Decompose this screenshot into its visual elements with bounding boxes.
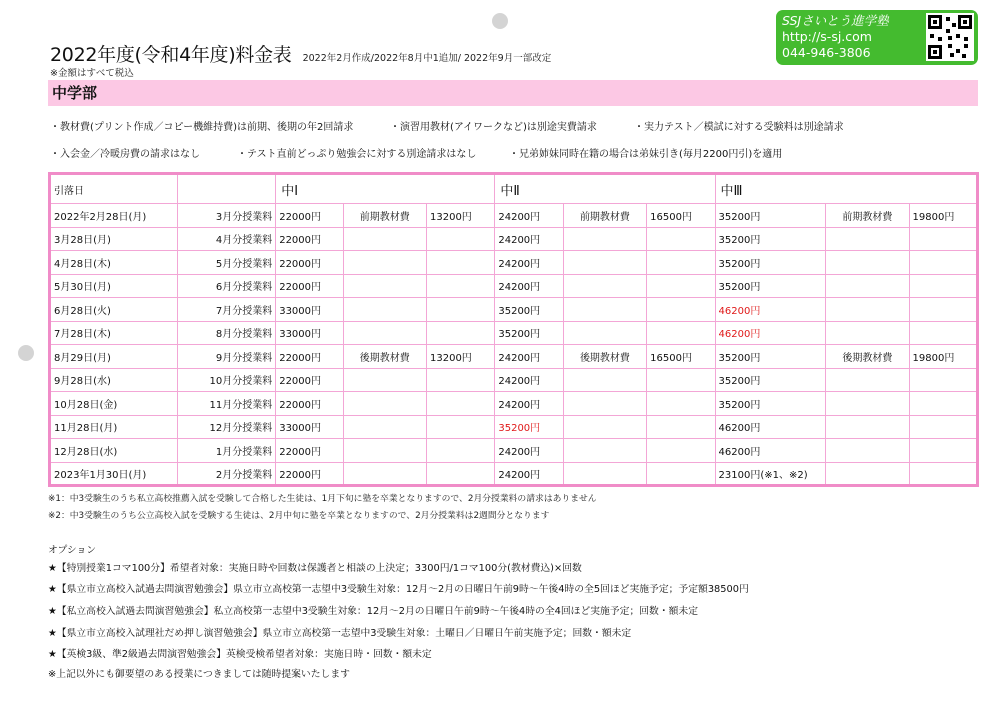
fee-table: [48, 172, 979, 487]
cell-grade3-material-fee: 19800円: [909, 345, 977, 369]
cell-grade3-material-fee: [909, 298, 977, 322]
cell-grade1-material-label: [343, 392, 426, 416]
cell-grade3-fee: 35200円: [715, 274, 826, 298]
cell-grade2-material-label: [563, 415, 646, 439]
cell-description: 8月分授業料: [177, 321, 276, 345]
cell-grade1-material-label: [343, 274, 426, 298]
cell-grade3-material-fee: [909, 274, 977, 298]
cell-grade1-fee: 22000円: [276, 251, 343, 275]
cell-description: 7月分授業料: [177, 298, 276, 322]
cell-grade3-material-label: 前期教材費: [826, 204, 909, 228]
cell-grade3-fee: 46200円: [715, 415, 826, 439]
cell-grade3-material-fee: [909, 439, 977, 463]
cell-date: 2022年2月28日(月): [50, 204, 178, 228]
cell-grade3-material-label: [826, 439, 909, 463]
cell-grade1-material-label: [343, 368, 426, 392]
cell-grade1-material-fee: [427, 227, 495, 251]
cell-grade3-material-fee: [909, 251, 977, 275]
cell-date: 6月28日(火): [50, 298, 178, 322]
cell-grade1-material-fee: 13200円: [427, 204, 495, 228]
cell-date: 3月28日(月): [50, 227, 178, 251]
cell-grade2-fee: 24200円: [495, 227, 563, 251]
cell-date: 8月29日(月): [50, 345, 178, 369]
cell-grade1-fee: 22000円: [276, 274, 343, 298]
note-exam-fee: ・実力テスト／模試に対する受験料は別途請求: [634, 122, 844, 133]
cell-grade1-material-label: [343, 251, 426, 275]
cell-grade1-fee: 33000円: [276, 298, 343, 322]
cell-grade2-material-label: [563, 439, 646, 463]
cell-grade3-fee: 35200円: [715, 204, 826, 228]
cell-grade1-material-label: [343, 415, 426, 439]
cell-grade3-fee: 46200円: [715, 321, 826, 345]
cell-grade1-material-label: [343, 462, 426, 486]
cell-grade2-fee: 24200円: [495, 368, 563, 392]
cell-grade3-material-fee: [909, 392, 977, 416]
cell-date: 2023年1月30日(月): [50, 462, 178, 486]
table-row: [50, 415, 978, 439]
cell-grade3-material-label: [826, 321, 909, 345]
cell-grade2-material-fee: [647, 415, 715, 439]
cell-grade2-material-label: [563, 227, 646, 251]
cell-grade3-material-label: [826, 227, 909, 251]
cell-grade2-material-label: [563, 298, 646, 322]
cell-grade1-material-fee: [427, 321, 495, 345]
cell-grade3-fee: 35200円: [715, 251, 826, 275]
cell-grade1-material-fee: [427, 439, 495, 463]
cell-date: 4月28日(木): [50, 251, 178, 275]
table-row: [50, 392, 978, 416]
cell-grade2-material-fee: 16500円: [647, 345, 715, 369]
cell-grade2-fee: 35200円: [495, 321, 563, 345]
cell-grade1-material-label: [343, 439, 426, 463]
cell-grade2-fee: 24200円: [495, 462, 563, 486]
cell-grade2-material-fee: 16500円: [647, 204, 715, 228]
cell-grade3-fee: 23100円(※1、※2): [715, 462, 826, 486]
option-other-note: ※上記以外にも御要望のある授業につきましては随時提案いたします: [48, 669, 350, 680]
cell-grade2-material-label: [563, 321, 646, 345]
cell-grade1-material-label: [343, 227, 426, 251]
cell-description: 9月分授業料: [177, 345, 276, 369]
cell-grade1-fee: 22000円: [276, 204, 343, 228]
table-row: [50, 462, 978, 486]
tax-note: ※金額はすべて税込: [50, 68, 134, 79]
cell-grade2-material-label: [563, 274, 646, 298]
punch-hole-left: [18, 345, 34, 361]
table-row: [50, 439, 978, 463]
note-sibling-discount: ・兄弟姉妹同時在籍の場合は弟妹引き(毎月2200円引)を適用: [509, 149, 783, 160]
table-row: [50, 227, 978, 251]
cell-description: 12月分授業料: [177, 415, 276, 439]
cell-grade2-material-fee: [647, 392, 715, 416]
cell-grade1-material-fee: [427, 392, 495, 416]
cell-description: 2月分授業料: [177, 462, 276, 486]
note-practice-materials: ・演習用教材(アイワークなど)は別途実費請求: [390, 122, 597, 133]
cell-description: 5月分授業料: [177, 251, 276, 275]
cell-grade2-material-fee: [647, 462, 715, 486]
cell-description: 11月分授業料: [177, 392, 276, 416]
cell-grade2-material-fee: [647, 251, 715, 275]
note-study-session: ・テスト直前どっぷり勉強会に対する別途請求はなし: [237, 149, 477, 160]
cell-description: 3月分授業料: [177, 204, 276, 228]
cell-grade1-material-fee: [427, 462, 495, 486]
table-row: [50, 298, 978, 322]
cell-grade3-material-label: 後期教材費: [826, 345, 909, 369]
cell-grade2-material-label: [563, 251, 646, 275]
header-blank: [177, 174, 276, 204]
cell-grade1-fee: 22000円: [276, 462, 343, 486]
cell-grade1-material-fee: [427, 368, 495, 392]
note-admission-fee: ・入会金／冷暖房費の請求はなし: [50, 149, 200, 160]
cell-grade1-material-fee: 13200円: [427, 345, 495, 369]
options-title: オプション: [48, 545, 97, 556]
cell-grade3-fee: 46200円: [715, 439, 826, 463]
cell-grade1-material-fee: [427, 251, 495, 275]
cell-grade2-material-fee: [647, 439, 715, 463]
punch-hole-top: [492, 13, 508, 29]
cell-grade3-material-label: [826, 415, 909, 439]
cell-description: 1月分授業料: [177, 439, 276, 463]
cell-grade3-material-label: [826, 298, 909, 322]
revision-history: 2022年2月作成/2022年8月中1追加/ 2022年9月一部改定: [302, 53, 552, 64]
header-date: 引落日: [50, 174, 178, 204]
cell-grade2-material-label: [563, 462, 646, 486]
cell-description: 4月分授業料: [177, 227, 276, 251]
table-row: [50, 251, 978, 275]
cell-grade3-material-label: [826, 274, 909, 298]
cell-grade2-material-label: [563, 368, 646, 392]
footnote-2: ※2：中3受験生のうち公立高校入試を受験する生徒は、2月中旬に塾を卒業となりますので、2月分授業料は2週間分となります: [48, 511, 550, 521]
cell-grade3-material-label: [826, 251, 909, 275]
cell-grade1-fee: 22000円: [276, 227, 343, 251]
cell-date: 7月28日(木): [50, 321, 178, 345]
page-header: [50, 40, 551, 66]
option-science-social-session: ★【県立市立高校入試理社だめ押し演習勉強会】県立市立高校第一志望中3受験生対象：土曜日／日曜日午前実施予定；回数・額未定: [48, 628, 632, 639]
cell-description: 6月分授業料: [177, 274, 276, 298]
cell-grade2-material-label: 前期教材費: [563, 204, 646, 228]
cell-grade1-fee: 22000円: [276, 392, 343, 416]
cell-grade1-material-label: 前期教材費: [343, 204, 426, 228]
cell-grade3-fee: 35200円: [715, 227, 826, 251]
cell-grade2-fee: 24200円: [495, 204, 563, 228]
header-grade-1: 中Ⅰ: [276, 174, 495, 204]
table-row: [50, 321, 978, 345]
cell-grade3-fee: 35200円: [715, 368, 826, 392]
option-eiken-session: ★【英検3級、準2級過去問演習勉強会】英検受検希望者対象：実施日時・回数・額未定: [48, 649, 432, 660]
cell-grade3-fee: 46200円: [715, 298, 826, 322]
cell-grade1-fee: 22000円: [276, 439, 343, 463]
qr-code-icon: [926, 13, 974, 61]
cell-description: 10月分授業料: [177, 368, 276, 392]
cell-grade1-material-fee: [427, 274, 495, 298]
cell-grade2-material-fee: [647, 298, 715, 322]
cell-grade3-material-fee: [909, 415, 977, 439]
cell-grade1-material-label: 後期教材費: [343, 345, 426, 369]
cell-grade1-fee: 22000円: [276, 345, 343, 369]
cell-grade1-material-label: [343, 321, 426, 345]
header-grade-2: 中Ⅱ: [495, 174, 715, 204]
cell-date: 5月30日(月): [50, 274, 178, 298]
cell-grade2-fee: 24200円: [495, 274, 563, 298]
policy-notes-line-2: [50, 145, 782, 160]
cell-date: 11月28日(月): [50, 415, 178, 439]
cell-date: 9月28日(水): [50, 368, 178, 392]
cell-grade3-material-fee: [909, 321, 977, 345]
cell-grade1-material-label: [343, 298, 426, 322]
cell-grade2-material-fee: [647, 368, 715, 392]
cell-grade3-material-fee: [909, 368, 977, 392]
page-title: 2022年度(令和4年度)料金表: [50, 44, 292, 66]
cell-grade2-material-fee: [647, 321, 715, 345]
option-private-exam-session: ★【私立高校入試過去問演習勉強会】私立高校第一志望中3受験生対象：12月～2月の日曜日午前9時～午後4時の全4回ほど実施予定；回数・額未定: [48, 606, 699, 617]
cell-grade2-fee: 24200円: [495, 345, 563, 369]
cell-grade1-fee: 22000円: [276, 368, 343, 392]
cell-grade1-fee: 33000円: [276, 321, 343, 345]
table-row: [50, 368, 978, 392]
table-row: [50, 204, 978, 228]
cell-grade3-material-label: [826, 392, 909, 416]
cell-grade3-material-fee: [909, 462, 977, 486]
table-row: [50, 274, 978, 298]
cell-date: 12月28日(水): [50, 439, 178, 463]
brand-badge: [776, 10, 978, 65]
cell-grade2-fee: 35200円: [495, 298, 563, 322]
cell-grade2-fee: 24200円: [495, 251, 563, 275]
option-special-lesson: ★【特別授業1コマ100分】希望者対象：実施日時や回数は保護者と相談の上決定；3300円/1コマ100分(教材費込)×回数: [48, 563, 582, 574]
cell-grade3-material-label: [826, 368, 909, 392]
cell-grade1-material-fee: [427, 298, 495, 322]
cell-date: 10月28日(金): [50, 392, 178, 416]
cell-grade1-material-fee: [427, 415, 495, 439]
footnote-1: ※1：中3受験生のうち私立高校推薦入試を受験して合格した生徒は、1月下旬に塾を卒業となりますので、2月分授業料の請求はありません: [48, 494, 597, 504]
header-grade-3: 中Ⅲ: [715, 174, 977, 204]
cell-grade2-material-fee: [647, 227, 715, 251]
brand-name: SSJさいとう進学塾: [782, 13, 889, 28]
cell-grade2-fee: 24200円: [495, 439, 563, 463]
cell-grade2-fee: 24200円: [495, 392, 563, 416]
brand-phone: 044-946-3806: [782, 45, 871, 60]
cell-grade3-material-label: [826, 462, 909, 486]
cell-grade3-material-fee: [909, 227, 977, 251]
cell-grade3-material-fee: 19800円: [909, 204, 977, 228]
policy-notes-line-1: [50, 118, 844, 133]
cell-grade1-fee: 33000円: [276, 415, 343, 439]
section-title: 中学部: [48, 80, 978, 106]
cell-grade3-fee: 35200円: [715, 345, 826, 369]
option-public-exam-session: ★【県立市立高校入試過去問演習勉強会】県立市立高校第一志望中3受験生対象：12月～2月の日曜日午前9時～午後4時の全5回ほど実施予定；予定額38500円: [48, 584, 749, 595]
cell-grade2-material-label: [563, 392, 646, 416]
cell-grade3-fee: 35200円: [715, 392, 826, 416]
table-row: [50, 345, 978, 369]
brand-url[interactable]: http://s-sj.com: [782, 29, 872, 44]
cell-grade2-material-label: 後期教材費: [563, 345, 646, 369]
table-header-row: [50, 174, 978, 204]
cell-grade2-fee: 35200円: [495, 415, 563, 439]
cell-grade2-material-fee: [647, 274, 715, 298]
note-materials-fee: ・教材費(プリント作成／コピー機維持費)は前期、後期の年2回請求: [50, 122, 354, 133]
